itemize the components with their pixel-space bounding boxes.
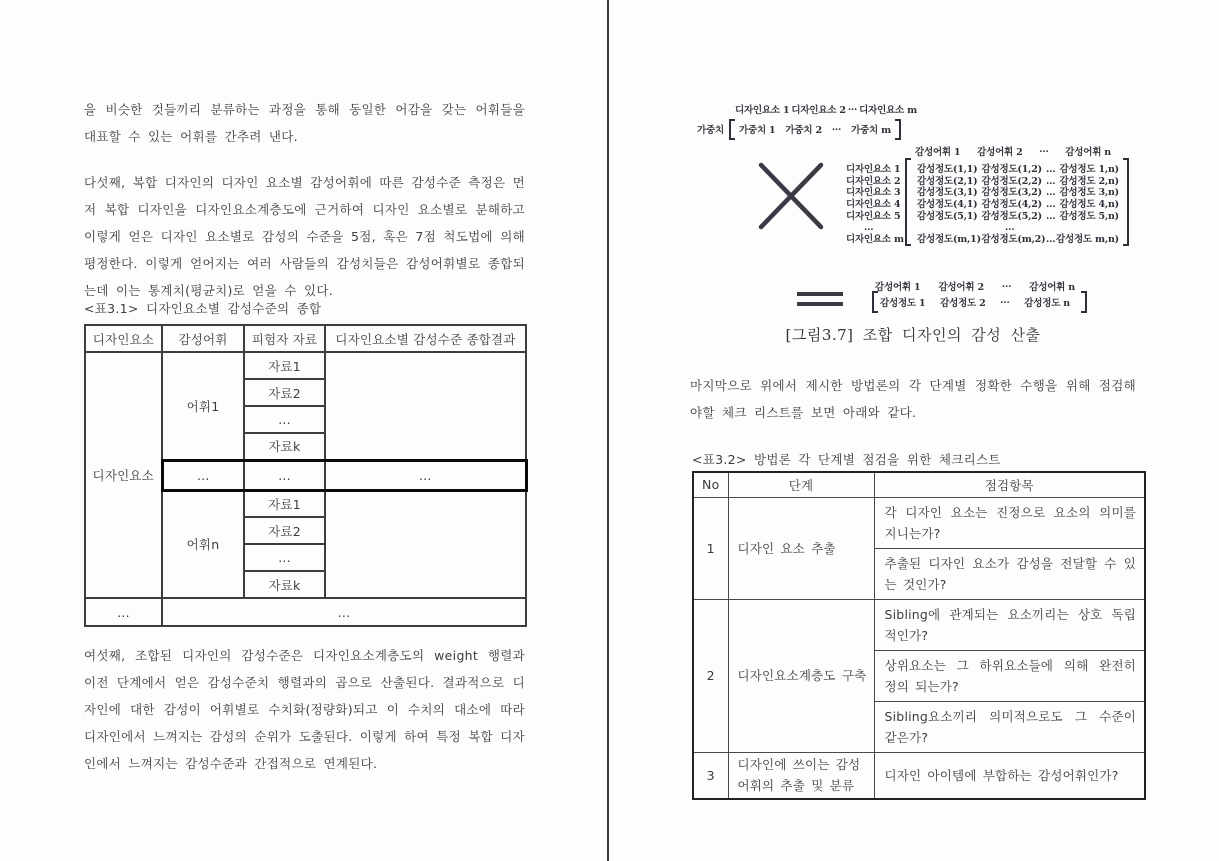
weight-label: 가중치 xyxy=(697,125,724,136)
cell-data2: 자료2 xyxy=(244,379,325,406)
figure-emotion-calculation xyxy=(608,0,1219,360)
cell-ellipsis: ... xyxy=(162,460,244,490)
cell-stage: 디자인요소계층도 구축 xyxy=(728,599,874,752)
figure-caption: [그림3.7] 조합 디자인의 감성 산출 xyxy=(785,326,1041,344)
table-row xyxy=(85,352,526,379)
matrix-entries: 감성정도(1,1) 감성정도(1,2) ... 감성정도 1,n) 감성정도(2,1) 감성정도(2,2) ... 감성정도 2,n) 감성정도(3,1) 감성정도(3,2) ... 감성정도 3,n) 감성정도(4,1) 감성정도(4,2) ... 감성정도 4,n) 감성정도(5,1) 감성정도(5,2) ... 감성정도 5,n) ... 감성정도(m,1) 감성정도(m,2) ... 감성정도 m,n) xyxy=(917,164,1119,246)
right-bracket xyxy=(1081,291,1087,313)
cell-check: 디자인 아이템에 부합하는 감성어휘인가? xyxy=(874,752,1145,799)
table-row xyxy=(85,598,526,626)
col-header-emotion-word: 감성어휘 xyxy=(162,325,244,352)
cell-check: 상위요소는 그 하위요소들에 의해 완전히 정의 되는가? xyxy=(874,650,1145,701)
paragraph-classify-words: 을 비슷한 것들끼리 분류하는 과정을 통해 동일한 어감을 갖는 어휘들을 대표할 수 있는 어휘를 간추려 낸다. xyxy=(84,102,525,144)
cell-data1: 자료1 xyxy=(244,352,325,379)
col-header-subject-data: 피험자 자료 xyxy=(244,325,325,352)
cell-result-blank xyxy=(325,352,526,460)
cell-check: 추출된 디자인 요소가 감성을 전달할 수 있는 것인가? xyxy=(874,548,1145,599)
cell-stage: 디자인 요소 추출 xyxy=(728,497,874,599)
col-header-no: No xyxy=(693,472,728,497)
right-bracket xyxy=(895,119,901,140)
cell-no: 2 xyxy=(693,599,728,752)
cell-check: 각 디자인 요소는 진정으로 요소의 의미를 지니는가? xyxy=(874,497,1145,548)
paragraph-checklist-intro: 마지막으로 위에서 제시한 방법론의 각 단계별 정확한 수행을 위해 점검해야할 체크 리스트를 보면 아래와 같다. xyxy=(690,378,1136,420)
equals-icon xyxy=(797,302,843,306)
left-bracket xyxy=(905,158,911,246)
cell-word1: 어휘1 xyxy=(162,352,244,460)
cell-no: 1 xyxy=(693,497,728,599)
cell-data2: 자료2 xyxy=(244,517,325,544)
cell-stage: 디자인에 쓰이는 감성 어휘의 추출 및 분류 xyxy=(728,752,874,799)
result-vector: 감성정도 1 감성정도 2 ... 감성정도 n xyxy=(880,295,1070,309)
equals-icon xyxy=(797,292,843,296)
cell-result-blank xyxy=(325,490,526,598)
cell-ellipsis: ... xyxy=(244,460,325,490)
multiply-icon xyxy=(758,162,824,230)
table-row xyxy=(693,752,1145,799)
col-header-stage: 단계 xyxy=(728,472,874,497)
matrix-column-headers: 감성어휘 1 감성어휘 2 ... 감성어휘 n xyxy=(915,144,1111,158)
cell-data1: 자료1 xyxy=(244,490,325,517)
cell-data-ellipsis: ... xyxy=(244,544,325,571)
table-header-row xyxy=(85,325,526,352)
left-page xyxy=(0,0,607,861)
left-bracket xyxy=(872,291,878,313)
table-header-row xyxy=(693,472,1145,497)
right-page xyxy=(608,0,1219,861)
cell-ellipsis: ... xyxy=(325,460,526,490)
cell-ellipsis-wide: ... xyxy=(162,598,526,626)
cell-datak: 자료k xyxy=(244,571,325,598)
cell-check: Sibling요소끼리 의미적으로도 그 수준이 같은가? xyxy=(874,701,1145,752)
left-bracket xyxy=(729,119,735,140)
cell-design-element: 디자인요소 xyxy=(85,352,162,598)
cell-no: 3 xyxy=(693,752,728,799)
matrix-row-labels: 디자인요소 1 디자인요소 2 디자인요소 3 디자인요소 4 디자인요소 5 ... 디자인요소 m xyxy=(846,164,904,246)
cell-ellipsis: ... xyxy=(85,598,162,626)
col-header-summary-result: 디자인요소별 감성수준 종합결과 xyxy=(325,325,526,352)
table-row xyxy=(693,497,1145,548)
weight-vector-column-labels: 디자인요소 1 디자인요소 2 ... 디자인요소 m xyxy=(735,102,917,116)
right-bracket xyxy=(1123,158,1129,246)
weight-vector: 가중치 1 가중치 2 ... 가중치 m xyxy=(739,122,891,136)
cell-datak: 자료k xyxy=(244,433,325,460)
paragraph-fifth-step: 다섯째, 복합 디자인의 디자인 요소별 감성어휘에 따른 감성수준 측정은 먼저 복합 디자인을 디자인요소계층도에 근거하여 디자인 요소별로 분해하고 이렇게 얻은 디자인 요소별로 감성의 수준을 5점, 혹은 7점 척도법에 의해 평정한다. 이렇게 얻어지는 여러 사람들의 감성치들은 감성어휘별로 종합되는데 이는 통계치(평균치)로 얻을 수 있다. xyxy=(84,175,525,298)
paragraph-sixth-step: 여섯째, 조합된 디자인의 감성수준은 디자인요소계층도의 weight 행렬과 이전 단계에서 얻은 감성수준치 행렬과의 곱으로 산출된다. 결과적으로 디자인에 대한 감성이 어휘별로 수치화(정량화)되고 이 수치의 대소에 따라 디자인에서 느껴지는 감성의 순위가 도출된다. 이렇게 하여 특정 복합 디자인에서 느껴지는 감성수준과 간접적으로 연계된다. xyxy=(84,648,525,771)
table-row xyxy=(693,599,1145,650)
table2-caption: <표3.2> 방법론 각 단계별 점검을 위한 체크리스트 xyxy=(692,452,1001,467)
cell-data-ellipsis: ... xyxy=(244,406,325,433)
result-column-headers: 감성어휘 1 감성어휘 2 ... 감성어휘 n xyxy=(875,279,1075,293)
cell-wordn: 어휘n xyxy=(162,490,244,598)
col-header-check-item: 점검항목 xyxy=(874,472,1145,497)
col-header-design-element: 디자인요소 xyxy=(85,325,162,352)
cell-check: Sibling에 관계되는 요소끼리는 상호 독립적인가? xyxy=(874,599,1145,650)
table1-caption: <표3.1> 디자인요소별 감성수준의 종합 xyxy=(84,301,322,316)
table-sensibility-level-summary xyxy=(84,324,528,627)
table-checklist xyxy=(692,471,1146,800)
